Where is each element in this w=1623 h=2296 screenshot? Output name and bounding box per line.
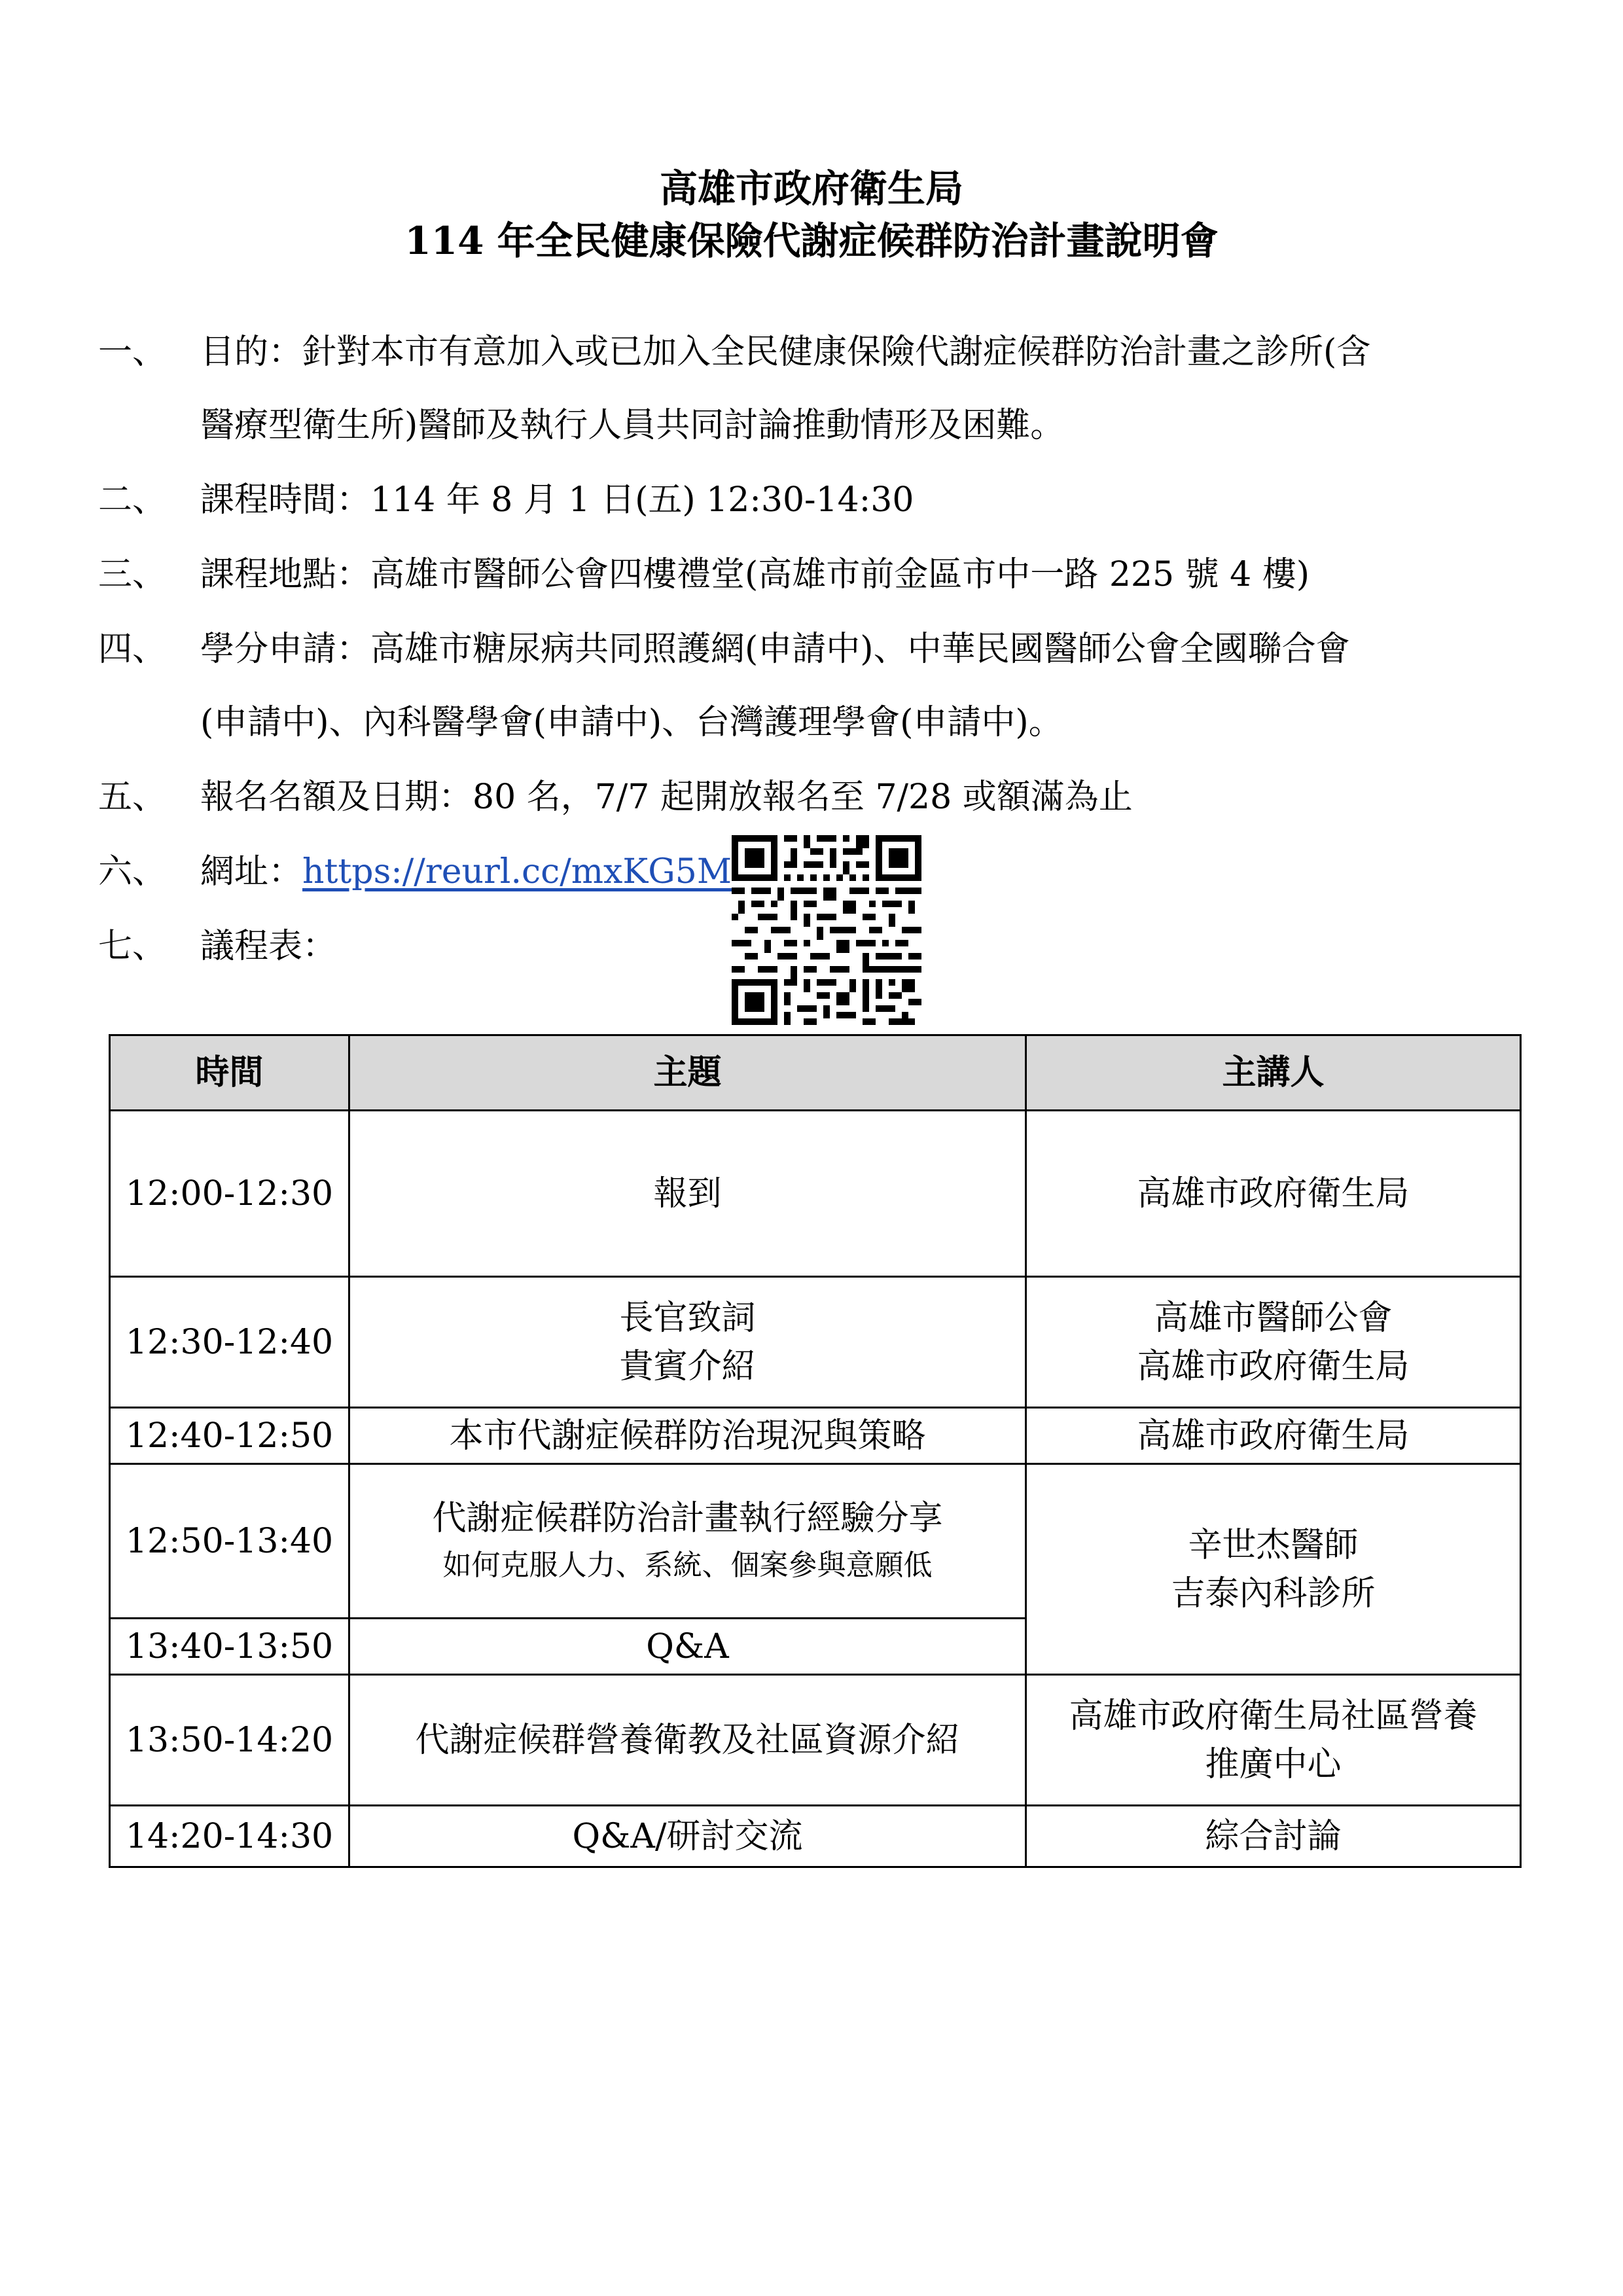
- document-org-title: 高雄市政府衛生局: [659, 166, 963, 211]
- agenda-table: [109, 1034, 1522, 1868]
- cell-time: 12:00-12:30: [110, 1111, 349, 1277]
- cell-speaker: [1026, 1464, 1521, 1675]
- cell-speaker: 高雄市政府衛生局: [1026, 1408, 1521, 1464]
- section-number: 六、: [98, 852, 167, 891]
- speaker-line: 高雄市政府衛生局社區營養: [1069, 1696, 1478, 1736]
- time-text: 課程時間：114 年 8 月 1 日(五) 12:30-14:30: [200, 480, 914, 520]
- section-number: 四、: [98, 630, 167, 669]
- cell-time: 12:40-12:50: [110, 1408, 349, 1464]
- speaker-line: 吉泰內科診所: [1171, 1573, 1376, 1613]
- topic-line: 代謝症候群防治計畫執行經驗分享: [432, 1498, 943, 1538]
- cell-speaker: 高雄市政府衛生局: [1026, 1111, 1521, 1277]
- purpose-text-line1: 目的：針對本市有意加入或已加入全民健康保險代謝症候群防治計畫之診所(含: [200, 332, 1371, 372]
- header-topic: 主題: [349, 1035, 1026, 1111]
- table-row: [110, 1408, 1521, 1464]
- header-speaker: 主講人: [1026, 1035, 1521, 1111]
- header-time: 時間: [110, 1035, 349, 1111]
- table-row: [110, 1464, 1521, 1619]
- section-number: 五、: [98, 778, 167, 817]
- agenda-label: 議程表：: [200, 927, 337, 966]
- cell-topic: Q&A/研討交流: [349, 1806, 1026, 1867]
- cell-time: 12:30-12:40: [110, 1277, 349, 1408]
- qr-code-icon[interactable]: [732, 835, 921, 1025]
- table-row: [110, 1806, 1521, 1867]
- cell-topic: [349, 1277, 1026, 1408]
- cell-topic: 報到: [349, 1111, 1026, 1277]
- topic-subtitle: 如何克服人力、系統、個案參與意願低: [442, 1548, 933, 1582]
- section-number: 七、: [98, 927, 167, 966]
- section-purpose: [98, 315, 1525, 462]
- section-credits: [98, 613, 1525, 759]
- speaker-line: 高雄市政府衛生局: [1137, 1346, 1410, 1386]
- credits-text-line2: (申請中)、內科醫學會(申請中)、台灣護理學會(申請中)。: [200, 703, 1063, 742]
- section-time: [98, 463, 1525, 537]
- cell-topic: Q&A: [349, 1619, 1026, 1675]
- document-main-title: 114 年全民健康保險代謝症候群防治計畫說明會: [404, 219, 1219, 263]
- table-header-row: [110, 1035, 1521, 1111]
- credits-text-line1: 學分申請：高雄市糖尿病共同照護網(申請中)、中華民國醫師公會全國聯合會: [200, 630, 1350, 669]
- table-row: [110, 1675, 1521, 1806]
- cell-topic: 本市代謝症候群防治現況與策略: [349, 1408, 1026, 1464]
- section-number: 二、: [98, 480, 167, 520]
- section-number: 三、: [98, 555, 167, 594]
- cell-speaker: 綜合討論: [1026, 1806, 1521, 1867]
- website-link[interactable]: https://reurl.cc/mxKG5M: [302, 852, 732, 891]
- speaker-line: 推廣中心: [1205, 1744, 1342, 1784]
- speaker-line: 高雄市醫師公會: [1154, 1298, 1393, 1338]
- cell-topic: [349, 1464, 1026, 1619]
- cell-speaker: [1026, 1277, 1521, 1408]
- cell-speaker: [1026, 1675, 1521, 1806]
- cell-time: 12:50-13:40: [110, 1464, 349, 1619]
- topic-line: 長官致詞: [619, 1298, 756, 1338]
- section-registration: [98, 761, 1525, 834]
- table-row: [110, 1277, 1521, 1408]
- registration-text: 報名名額及日期：80 名，7/7 起開放報名至 7/28 或額滿為止: [200, 778, 1133, 817]
- website-label: 網址：: [200, 852, 303, 891]
- section-venue: [98, 538, 1525, 611]
- speaker-line: 辛世杰醫師: [1188, 1525, 1359, 1565]
- table-row: [110, 1111, 1521, 1277]
- cell-time: 13:50-14:20: [110, 1675, 349, 1806]
- cell-topic: 代謝症候群營養衛教及社區資源介紹: [349, 1675, 1026, 1806]
- venue-text: 課程地點：高雄市醫師公會四樓禮堂(高雄市前金區市中一路 225 號 4 樓): [200, 555, 1310, 594]
- section-number: 一、: [98, 332, 167, 372]
- topic-line: 貴賓介紹: [619, 1346, 756, 1386]
- cell-time: 14:20-14:30: [110, 1806, 349, 1867]
- purpose-text-line2: 醫療型衛生所)醫師及執行人員共同討論推動情形及困難。: [200, 406, 1065, 445]
- cell-time: 13:40-13:50: [110, 1619, 349, 1675]
